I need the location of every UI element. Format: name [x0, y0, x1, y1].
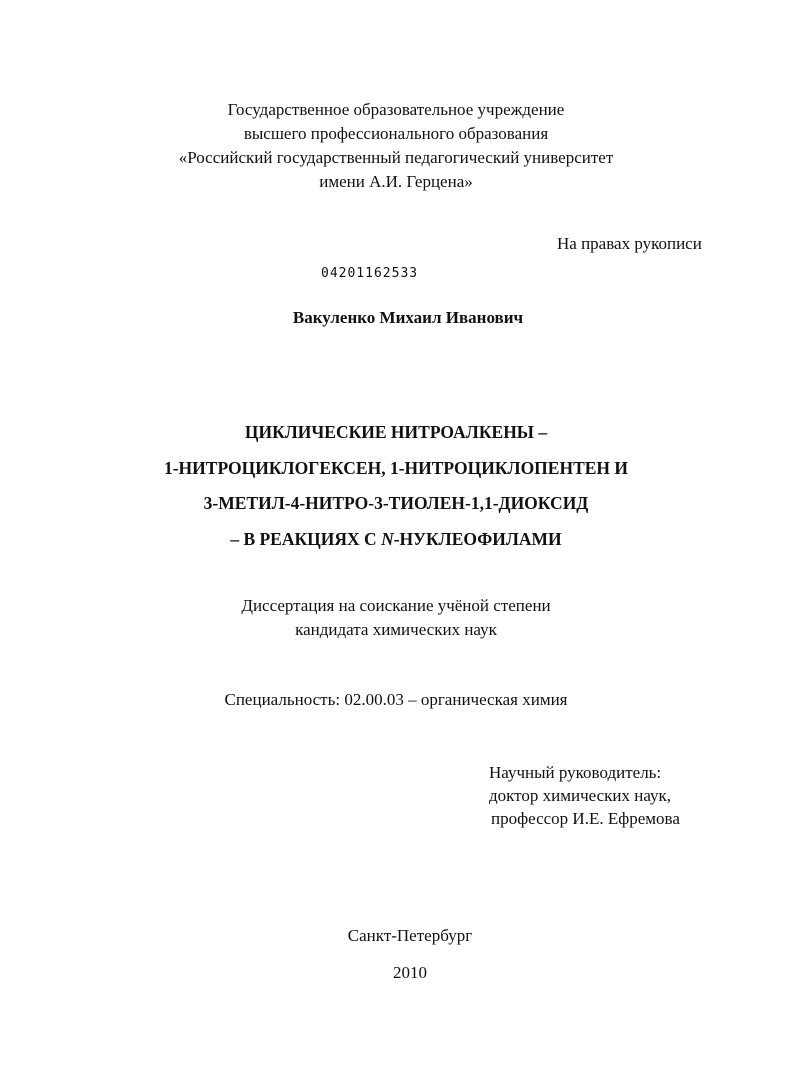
title-text: -НУКЛЕОФИЛАМИ	[393, 529, 562, 549]
catalog-number: 04201162533	[321, 266, 419, 281]
supervisor-line: Научный руководитель:	[489, 763, 662, 782]
city: Санкт-Петербург	[347, 926, 473, 945]
year: 2010	[393, 963, 427, 982]
supervisor-line: доктор химических наук,	[489, 786, 672, 805]
supervisor-line: профессор И.Е. Ефремова	[491, 809, 680, 828]
manuscript-note: На правах рукописи	[557, 234, 702, 253]
title-line: 3-МЕТИЛ-4-НИТРО-3-ТИОЛЕН-1,1-ДИОКСИД	[203, 493, 589, 513]
title-line: 1-НИТРОЦИКЛОГЕКСЕН, 1-НИТРОЦИКЛОПЕНТЕН И	[163, 458, 629, 478]
specialty: Специальность: 02.00.03 – органическая химия	[224, 690, 568, 709]
title-line: ЦИКЛИЧЕСКИЕ НИТРОАЛКЕНЫ –	[244, 422, 548, 442]
author-name: Вакуленко Михаил Иванович	[292, 308, 524, 327]
institution-line: Государственное образовательное учреждение	[227, 100, 565, 119]
degree-line: кандидата химических наук	[295, 620, 497, 639]
institution-line: имени А.И. Герцена»	[319, 172, 473, 191]
title-text: – В РЕАКЦИЯХ С	[230, 529, 382, 549]
title-line	[0, 529, 792, 550]
institution-line: высшего профессионального образования	[243, 124, 549, 143]
institution-line: «Российский государственный педагогический университет	[178, 148, 614, 167]
title-text-italic: N	[381, 529, 394, 549]
degree-line: Диссертация на соискание учёной степени	[241, 596, 551, 615]
